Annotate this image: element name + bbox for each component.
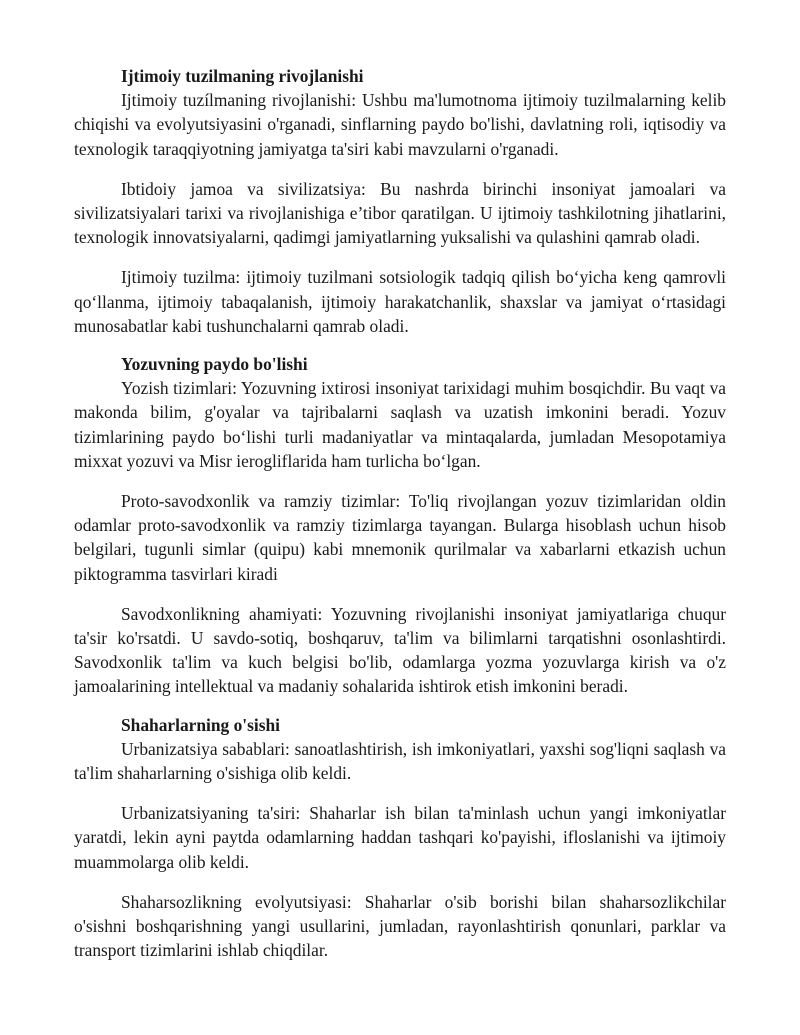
section-cities: [74, 713, 726, 963]
document-page: [74, 64, 726, 963]
paragraph: Ijtimoiy tuzilma: ijtimoiy tuzilmani sotsiologik tadqiq qilish bo‘yicha keng qamrovli qo‘llanma, ijtimoiy tabaqalanish, ijtimoiy harakatchanlik, shaxslar va jamiyat o‘rtasidagi munosabatlar kabi tushunchalarni qamrab oladi.: [74, 267, 726, 336]
paragraph: Urbanizatsiyaning ta'siri: Shaharlar ish bilan ta'minlash uchun yangi imkoniyatlar yaratdi, lekin ayni paytda odamlarning haddan tashqari ko'payishi, ifloslanishi va ijtimoiy muammolarga olib keldi.: [74, 803, 726, 872]
section-heading: Yozuvning paydo bo'lishi: [121, 354, 308, 375]
section-heading: Shaharlarning o'sishi: [121, 714, 280, 735]
paragraph: Ibtidoiy jamoa va sivilizatsiya: Bu nashrda birinchi insoniyat jamoalari va sivilizatsiyalari tarixi va rivojlanishiga e’tibor qaratilgan. U ijtimoiy tashkilotning jihatlarini, texnologik innovatsiyalarni, qadimgi jamiyatlarning yuksalishi va qulashini qamrab oladi.: [74, 178, 726, 248]
paragraph: Ijtimoiy tuzílmaning rivojlanishi: Ushbu ma'lumotnoma ijtimoiy tuzilmalarning kelib chiqishi va evolyutsiyasini o'rganadi, sinflarning paydo bo'lishi, davlatning roli, iqtisodiy va texnologik taraqqiyotning jamiyatga ta'siri kabi mavzularni o'rganadi.: [74, 90, 726, 159]
paragraph: Savodxonlikning ahamiyati: Yozuvning rivojlanishi insoniyat jamiyatlariga chuqur ta'sir ko'rsatdi. U savdo-sotiq, boshqaruv, ta'lim va bilimlarni tarqatishni osonlashtirdi. Savodxonlik ta'lim va kuch belgisi bo'lib, odamlarga yozma yozuvlarga kirish va o'z jamoalarining intellektual va madaniy sohalarida ishtirok etish imkonini beradi.: [74, 603, 726, 697]
section-social-structure: [74, 64, 726, 338]
section-heading: Ijtimoiy tuzilmaning rivojlanishi: [121, 66, 364, 86]
paragraph: Shaharsozlikning evolyutsiyasi: Shaharlar o'sib borishi bilan shaharsozlikchilar o'sishni boshqarishning yangi usullarini, jumladan, rayonlashtirish qonunlari, parklar va transport tizimlarini ishlab chiqdilar.: [74, 891, 726, 961]
paragraph: Proto-savodxonlik va ramziy tizimlar: To'liq rivojlangan yozuv tizimlaridan oldin odamlar proto-savodxonlik va ramziy tizimlarga tayangan. Bularga hisoblash uchun hisob belgilari, tugunli simlar (quipu) kabi mnemonik qurilmalar va xabarlarni etkazish uchun piktogramma tasvirlari kiradi: [74, 491, 726, 584]
paragraph: Yozish tizimlari: Yozuvning ixtirosi insoniyat tarixidagi muhim bosqichdir. Bu vaqt va makonda bilim, g'oyalar va tajribalarni saqlash va uzatish imkonini beradi. Yozuv tizimlarining paydo bo‘lishi turli madaniyatlar va mintaqalarda, jumladan Mesopotamiya mixxat yozuvi va Misr ierogliflarida ham turlicha bo‘lgan.: [74, 378, 726, 471]
paragraph: Urbanizatsiya sabablari: sanoatlashtirish, ish imkoniyatlari, yaxshi sog'liqni saqlash va ta'lim shaharlarning o'sishiga olib keldi.: [74, 738, 726, 784]
section-writing: [74, 352, 726, 699]
